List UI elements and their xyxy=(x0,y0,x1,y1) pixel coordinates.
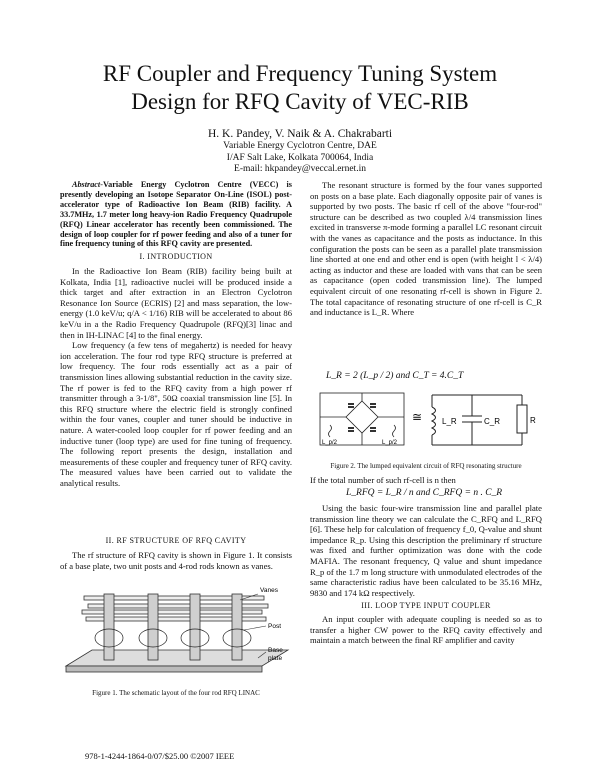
label-r: R xyxy=(530,416,536,425)
figure-2-caption: Figure 2. The lumped equivalent circuit of RFQ resonating structure xyxy=(330,462,522,470)
copyright-footer: 978-1-4244-1864-0/07/$25.00 ©2007 IEEE xyxy=(85,751,235,761)
rf-cell-text xyxy=(310,180,542,318)
right-paragraph-2: If the total number of such rf-cell is n then xyxy=(310,475,456,485)
right-paragraph-1: The resonant structure is formed by the four vanes supported on posts on a base plate. Each diagonally opposite pair of vanes is supported by two posts. The basic rf cell of the above "four-rod" structure can be described as two coupled λ/4 transmission lines excited in transverse π-mode forming a parallel LC resonant circuit with the vanes as capacitance and the posts as inductance. In this configuration the posts can be seen as a parallel plate transmission line shorted at one end and other end is open (with height l < λ/4) acting as inductor and these are loaded with vans that can be seen as capacitance (open coded transmission line). The lumped equivalent circuit of one resonating rf-cell is shown in Figure 2. The total capacitance of resonating structure of one rf-cell is C_R and inductance is L_R. Where xyxy=(310,180,542,318)
rf-structure-text xyxy=(60,550,292,571)
abstract xyxy=(60,180,292,249)
figure-2-equivalent-circuit xyxy=(312,387,542,455)
figure-1-caption: Figure 1. The schematic layout of the four rod RFQ LINAC xyxy=(92,689,260,697)
introduction-text xyxy=(60,266,292,488)
label-vanes: Vanes xyxy=(260,587,278,594)
label-plate: plate xyxy=(268,655,283,662)
rf-structure-paragraph: The rf structure of RFQ cavity is shown in Figure 1. It consists of a base plate, two unit posts and 4-rod rods known as vanes. xyxy=(60,550,292,571)
figure-1-rfq-schematic xyxy=(62,580,294,688)
equation-2: L_RFQ = L_R / n and C_RFQ = n . C_R xyxy=(346,488,503,498)
equation-1: L_R = 2 (L_p / 2) and C_T = 4.C_T xyxy=(326,371,464,381)
affiliation-line: Variable Energy Cyclotron Centre, DAE xyxy=(223,141,377,151)
cell-count-text xyxy=(310,475,542,486)
affiliation-line: I/AF Salt Lake, Kolkata 700064, India xyxy=(226,152,374,163)
right-paragraph-4: An input coupler with adequate coupling is needed so as to transfer a higher CW power to the RFQ cavity effectively and maintain a match between the final RF amplifier and cavity xyxy=(310,614,542,646)
intro-paragraph-1: In the Radioactive Ion Beam (RIB) facility being built at Kolkata, India [1], radioactive nuclei will be produced inside a thick target and after extraction in an Electron Cyclotron Resonance Ion Source (ECRIS) [2] and mass separation, the low-energy (1.0 keV/u; q/A < 1/16) RIB will be accelerated to about 86 keV/u in a the Radio Frequency Quadrupole (RFQ)[3] linac and then in IH-LINAC [4] to the final energy. xyxy=(60,266,292,340)
label-lp-left: L_p/2 xyxy=(322,440,338,446)
label-lr: L_R xyxy=(442,417,457,426)
abstract-lead: Abstract- xyxy=(72,180,103,189)
title-line-1: RF Coupler and Frequency Tuning System xyxy=(102,61,498,86)
abstract-body: Variable Energy Cyclotron Centre (VECC) is presently developing an Isotope Separator On-Line (ISOL) post-accelerator type of Radioactive Ion Beam (RIB) facility. A 33.7MHz, 1.7 meter long heavy-ion Radio Frequency Quadrupole (RFQ) Linear accelerator has recently been commissioned. The design of loop coupler for rf power feeding and also of a tuner for fine frequency tuning of this RFQ cavity are presented. xyxy=(60,180,292,249)
section-heading-introduction: I. INTRODUCTION xyxy=(139,252,213,261)
label-cr: C_R xyxy=(484,417,501,426)
paper-title xyxy=(0,60,600,116)
label-post: Post xyxy=(268,623,282,630)
loop-coupler-text xyxy=(310,614,542,646)
label-base: Base xyxy=(268,647,283,654)
section-heading-rf-structure: II. RF STRUCTURE OF RFQ CAVITY xyxy=(105,536,247,545)
affiliation xyxy=(0,141,600,176)
intro-paragraph-2: Low frequency (a few tens of megahertz) is needed for heavy ion acceleration. The four rod type RFQ structure is preferred at low frequency. The four rods essentially act as a pair of transmission lines allowing substantial reduction in the cavity size. The rf power is fed to the RFQ cavity from a high power rf transmitter through a 3-1/8", 50Ω coaxial transmission line [5]. In this RFQ structure where the electric field is strongly confined within the four vanes, coupler and tuner should be inductive in nature. A water-cooled loop coupler for rf power feeding and an inductive tuner (loop type) are used for fine tuning of frequency. The following report presents the design, installation and measurements of these coupler and frequency tuner of RFQ cavity. The measured values have been carried out to validate the analytical results. xyxy=(60,340,292,488)
email-line: E-mail: hkpandey@veccal.ernet.in xyxy=(234,164,366,174)
section-heading-loop-coupler: III. LOOP TYPE INPUT COUPLER xyxy=(361,601,491,610)
right-paragraph-3: Using the basic four-wire transmission line and parallel plate transmission line theory we can calculate the C_RFQ and L_RFQ [6]. These help for calculation of frequency f_0, Q-value and shunt impedance R_p. Using this description the preliminary rf structure was fixed and further optimization was done with the code MAFIA. The resonant frequency, Q value and shunt impedance R_p of the 1.7 m long structure with unmodulated electrodes of the same characteristic radius have been calculated to be 35.16 MHz, 9830 and 174 kΩ respectively. xyxy=(310,503,542,598)
authors: H. K. Pandey, V. Naik & A. Chakrabarti xyxy=(207,128,393,140)
title-line-2: Design for RFQ Cavity of VEC-RIB xyxy=(131,89,469,114)
calculation-text xyxy=(310,503,542,598)
approx-sign: ≅ xyxy=(412,410,423,424)
label-lp-right: L_p/2 xyxy=(382,440,398,446)
